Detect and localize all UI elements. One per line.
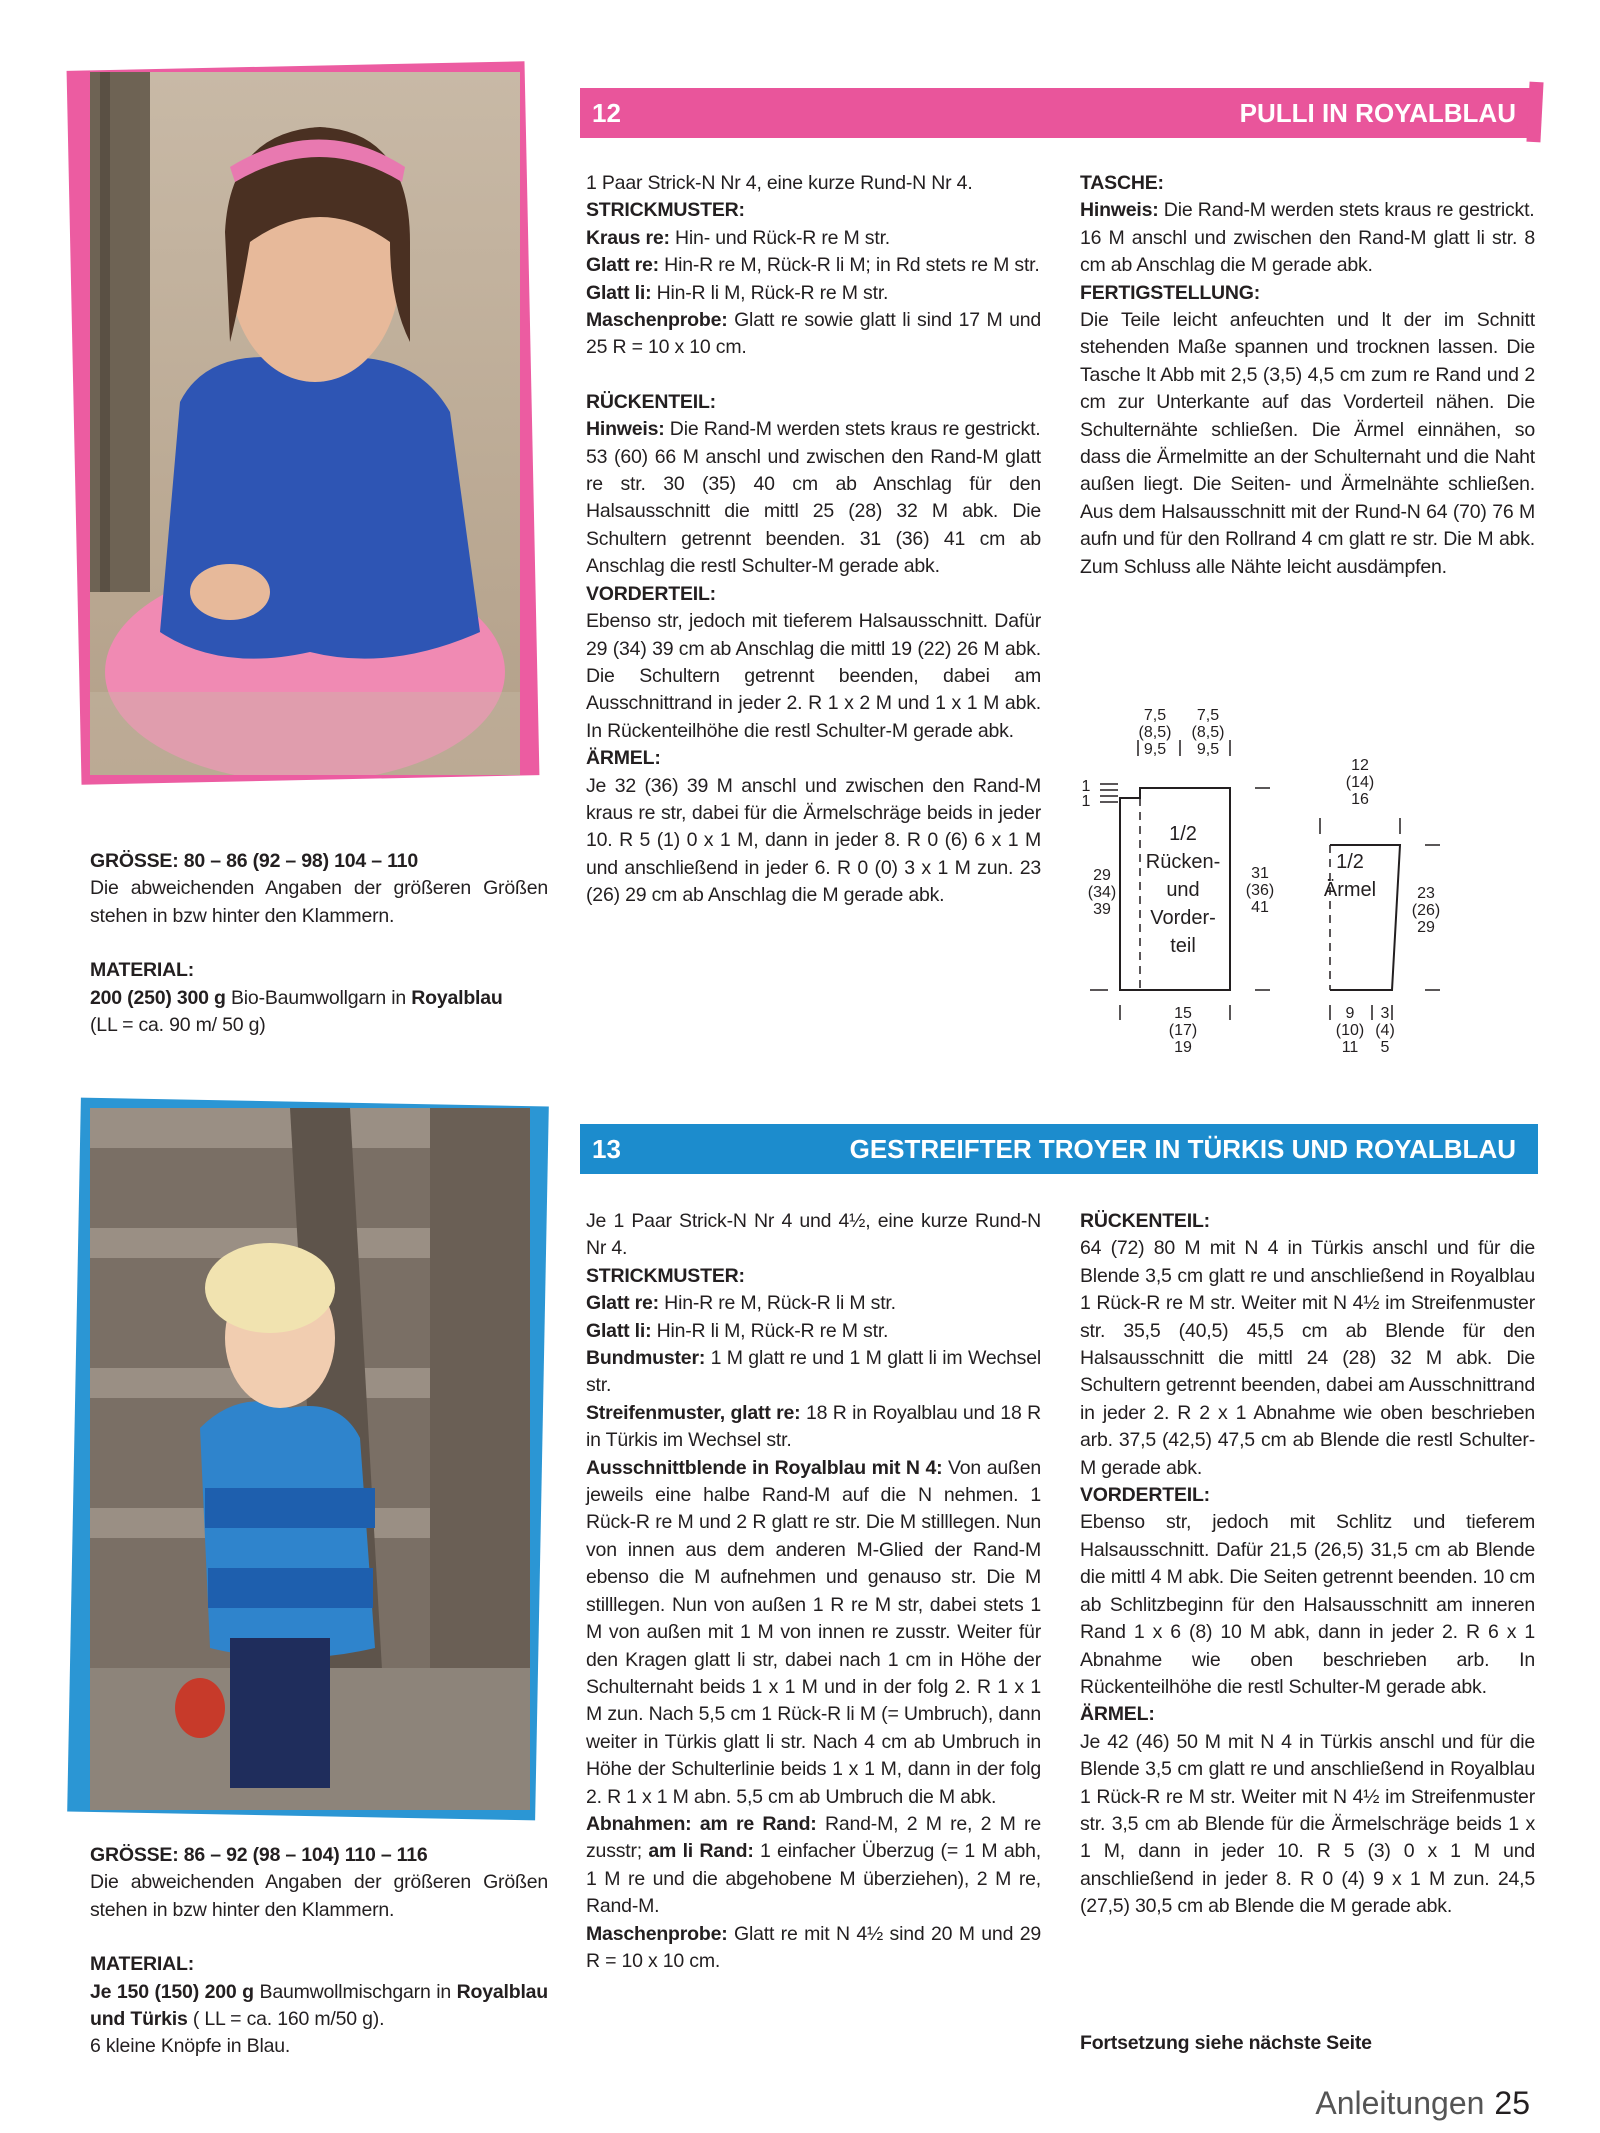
s1-aermel-label: ÄRMEL: — [586, 747, 661, 770]
schem-body-right-3: 41 — [1251, 899, 1269, 916]
s2-aermel-label: ÄRMEL: — [1080, 1703, 1155, 1726]
schem-sleeve-bottom-b-1: 3 — [1380, 1005, 1390, 1022]
schem-body-bottom-2: (17) — [1168, 1022, 1198, 1039]
s2-strickmuster-label: STRICKMUSTER: — [586, 1264, 745, 1287]
schem-sleeve-bottom-a-3: 11 — [1341, 1039, 1359, 1056]
section1-pink-edge — [1526, 82, 1543, 143]
section1-material-text-1: Bio-Baumwollgarn in — [225, 986, 412, 1009]
section2-title: GESTREIFTER TROYER IN TÜRKIS UND ROYALBLAU — [849, 1133, 1516, 1164]
s1-needles: 1 Paar Strick-N Nr 4, eine kurze Rund-N Nr 4. — [586, 172, 973, 194]
s1-fertig-text: Die Teile leicht anfeuchten und lt der im Schnitt stehenden Maße spannen und trocknen lassen. Die Tasche lt Abb mit 2,5 (3,5) 4,5 cm zum re Rand und 2 cm zur Unterkante auf das Vorderteil nähen. Die Schulternähte schließen. Die Ärmel einnähen, so dass die Ärmelmitte an der Schulternaht und die Naht außen liegt. Die Seiten- und Ärmelnähte schließen. Aus dem Halsausschnitt mit der Rund-N 64 (70) 76 M aufn und für den Rollrand 4 cm glatt re str. Die M abk. Zum Schluss alle Nähte leicht ausdämpfen. — [1080, 309, 1535, 578]
schem-top-left-1: 7,5 — [1143, 707, 1167, 724]
section1-material-amount: 200 (250) 300 g — [90, 986, 226, 1009]
schem-body-left-2: (34) — [1087, 884, 1117, 901]
schem-top-right-2: (8,5) — [1191, 724, 1225, 741]
section1-size-block — [90, 848, 548, 1039]
section1-material-line — [90, 985, 548, 1012]
schem-sleeve-right-1: 23 — [1417, 885, 1435, 902]
s2-vorder-label: VORDERTEIL: — [1080, 1484, 1210, 1507]
schem-top-left-3: 9,5 — [1143, 741, 1167, 758]
s1-vorder-text: Ebenso str, jedoch mit tieferem Halsausschnitt. Dafür 29 (34) 39 cm ab Anschlag die mittl 19 (22) 26 M abk. Die Schultern getrennt beenden, dabei am Ausschnittrand in jeder 2. R 1 x 2 M und 1 x 1 M abk. In Rückenteilhöhe die restl Schulter-M gerade abk. — [586, 610, 1041, 742]
schem-sleeve-bottom-b-3: 5 — [1380, 1039, 1390, 1056]
section1-size-note: Die abweichenden Angaben der größeren Größen stehen in bzw hinter den Klammern. — [90, 877, 548, 927]
section1-column-2 — [1080, 170, 1535, 581]
s2-ruecken-label: RÜCKENTEIL: — [1080, 1210, 1210, 1232]
s2-maschenprobe — [586, 1921, 1041, 1976]
photo-girl-illustration — [90, 72, 520, 775]
continued-note: Fortsetzung siehe nächste Seite — [1080, 2032, 1372, 2054]
section1-title: PULLI IN ROYALBLAU — [1239, 97, 1516, 128]
s2-maschen-text: Glatt re mit N 4½ sind 20 M und 29 R = 10 x 10 cm. — [586, 1922, 1041, 1972]
schem-body-left-3: 39 — [1093, 901, 1111, 918]
s2-glatt-li-text: Hin-R li M, Rück-R re M str. — [651, 1319, 889, 1342]
s1-hinweis-text: Die Rand-M werden stets kraus re gestrickt. — [664, 418, 1041, 441]
schem-sleeve-label-2: Ärmel — [1323, 879, 1377, 901]
schem-sleeve-bottom-b-2: (4) — [1375, 1022, 1395, 1039]
s2-glatt-re-label: Glatt re: — [586, 1292, 659, 1315]
s2-bund-text: 1 M glatt re und 1 M glatt li im Wechsel str. — [586, 1347, 1041, 1397]
schem-body-bottom-3: 19 — [1174, 1039, 1192, 1056]
schem-small-2: 1 — [1081, 793, 1091, 810]
section2-header-band — [580, 1124, 1538, 1174]
schem-sleeve-top-2: (14) — [1345, 774, 1375, 791]
section2-column-1 — [586, 1208, 1041, 1975]
s1-fertig-label: FERTIGSTELLUNG: — [1080, 281, 1261, 304]
section1-material-text-2: (LL = ca. 90 m/ 50 g) — [90, 1014, 266, 1037]
s1-hinweis — [586, 416, 1041, 443]
s2-abnahmen-label: Abnahmen: am re Rand: — [586, 1812, 817, 1835]
s2-glatt-li — [586, 1318, 1041, 1345]
s1-maschen-text: Glatt re sowie glatt li sind 17 M und 25 R = 10 x 10 cm. — [586, 309, 1041, 359]
section1-material-label: MATERIAL: — [90, 959, 194, 982]
schem-sleeve-top-1: 12 — [1351, 757, 1369, 774]
section2-material-text-2: ( LL = ca. 160 m/50 g). — [187, 2008, 385, 2031]
s1-glatt-li-label: Glatt li: — [586, 281, 652, 304]
s2-needles: Je 1 Paar Strick-N Nr 4 und 4½, eine kurze Rund-N Nr 4. — [586, 1210, 1041, 1260]
schem-body-label-1: 1/2 — [1169, 823, 1197, 845]
s1-kraus-text: Hin- und Rück-R re M str. — [669, 226, 891, 249]
schem-body-label-3: und — [1166, 879, 1200, 901]
s1-kraus-label: Kraus re: — [586, 226, 670, 249]
s2-aermel-text: Je 42 (46) 50 M mit N 4 in Türkis anschl und für die Blende 3,5 cm glatt re und anschließend in Royalblau 1 Rück-R re M str. Weiter mit N 4½ im Streifenmuster str. 3,5 cm ab Blende für die Ärmelschräge beids 1 x 1 M, dann in jeder 10. R 5 (3) 0 x 1 M und anschließend in jeder 8. R 0 (4) 9 x 1 M zun. 24,5 (27,5) 30,5 cm ab Blende die M gerade abk. — [1080, 1730, 1535, 1918]
page-footer — [1315, 2085, 1530, 2122]
s1-glatt-li — [586, 280, 1041, 307]
schem-body-bottom-1: 15 — [1174, 1005, 1192, 1022]
s2-abnahmen-label-2: am li Rand: — [648, 1840, 754, 1863]
s1-tasche-text: 16 M anschl und zwischen den Rand-M glatt li str. 8 cm ab Anschlag die M gerade abk. — [1080, 226, 1535, 277]
s2-bund-label: Bundmuster: — [586, 1347, 706, 1370]
schem-sleeve-top-3: 16 — [1351, 791, 1369, 808]
s1-maschen-label: Maschenprobe: — [586, 309, 728, 332]
schem-small-1: 1 — [1081, 778, 1091, 795]
schem-body-right-1: 31 — [1251, 865, 1269, 882]
section2-number: 13 — [592, 1133, 621, 1164]
schem-body-label-5: teil — [1170, 935, 1196, 957]
s2-streifen — [586, 1400, 1041, 1455]
section2-material-color: Royalblau und Türkis — [90, 1980, 549, 2031]
schem-sleeve-label-1: 1/2 — [1336, 851, 1364, 873]
schem-body-left-1: 29 — [1093, 867, 1111, 884]
s2-vorder-text: Ebenso str, jedoch mit Schlitz und tieferem Halsausschnitt. Dafür 21,5 (26,5) 31,5 cm ab Blende die mittl 4 M abk. Die Seiten getrennt beenden. 10 cm ab Schlitzbeginn für den Halsausschnitt am inneren Rand 1 x 6 (8) 10 M abk, dann in jeder 2. R 6 x 1 Abnahme wie oben beschrieben arb. In Rückenteilhöhe die restl Schulter-M gerade abk. — [1080, 1511, 1535, 1698]
section2-material-line — [90, 1979, 548, 2034]
schem-sleeve-right-2: (26) — [1411, 902, 1441, 919]
section1-material-color: Royalblau — [411, 986, 503, 1009]
section2-material-text-1: Baumwollmischgarn in — [253, 1980, 457, 2003]
page-number: 25 — [1494, 2085, 1530, 2121]
photo-girl-blue-sweater — [90, 72, 520, 775]
schem-top-left-2: (8,5) — [1138, 724, 1172, 741]
s1-vorder-label: VORDERTEIL: — [586, 582, 716, 605]
section2-size-block — [90, 1842, 548, 2061]
section2-material-amount: Je 150 (150) 200 g — [90, 1980, 254, 2003]
s2-ruecken-text: 64 (72) 80 M mit N 4 in Türkis anschl und für die Blende 3,5 cm glatt re und anschließend in Royalblau 1 Rück-R re M str. Weiter mit N 4½ im Streifenmuster str. 35,5 (40,5) 45,5 cm ab Blende für den Halsausschnitt die mittl 24 (28) 32 M abk. Die Schultern getrennt beenden, dabei am Ausschnittrand in jeder 2. R 2 x 1 Abnahme wie oben beschrieben arb. 37,5 (42,5) 47,5 cm ab Blende die restl Schulter-M gerade abk. — [1080, 1237, 1535, 1479]
s2-glatt-re-text: Hin-R re M, Rück-R li M str. — [658, 1292, 896, 1315]
s2-maschen-label: Maschenprobe: — [586, 1922, 728, 1945]
s2-glatt-re — [586, 1290, 1041, 1317]
footer-label: Anleitungen — [1315, 2085, 1485, 2121]
schem-body-label-2: Rücken- — [1145, 851, 1221, 873]
section2-size-label: GRÖSSE: 86 – 92 (98 – 104) 110 – 116 — [90, 1844, 428, 1866]
section1-column-1 — [586, 170, 1041, 910]
s1-aermel-text: Je 32 (36) 39 M anschl und zwischen den Rand-M kraus re str, dabei für die Ärmelschräge beids in jeder 10. R 5 (1) 0 x 1 M, dann in jeder 8. R 0 (6) 6 x 1 M und anschließend in jeder 6. R 0 (0) 3 x 1 M zun. 23 (26) 29 cm ab Anschlag die M gerade abk. — [586, 774, 1041, 907]
s1-tasche-label: TASCHE: — [1080, 172, 1164, 194]
s1-ruecken-label: RÜCKENTEIL: — [586, 390, 716, 413]
s1-glatt-re — [586, 252, 1041, 279]
s2-bund — [586, 1345, 1041, 1400]
s2-abnahmen-text-1: Rand-M, 2 M re, 2 M re zusstr; — [586, 1812, 1041, 1863]
s2-abnahmen-text-2: 1 einfacher Überzug (= 1 M abh, 1 M re und die abgehobene M überziehen), 2 M re, Rand-M. — [586, 1840, 1041, 1918]
s1-glatt-re-text: Hin-R re M, Rück-R li M; in Rd stets re M str. — [658, 254, 1040, 277]
photo-boy-striped-troyer — [90, 1108, 530, 1810]
section2-size-note: Die abweichenden Angaben der größeren Größen stehen in bzw hinter den Klammern. — [90, 1871, 548, 1921]
s1-tasche-hinweis-label: Hinweis: — [1080, 199, 1159, 222]
schem-sleeve-bottom-a-2: (10) — [1335, 1022, 1365, 1039]
s1-maschenprobe — [586, 307, 1041, 362]
schem-sleeve-right-3: 29 — [1417, 919, 1435, 936]
s1-tasche-hinweis-text: Die Rand-M werden stets kraus re gestrickt. — [1158, 199, 1535, 222]
schem-top-right-1: 7,5 — [1196, 707, 1220, 724]
section2-column-2 — [1080, 1208, 1535, 1921]
section1-header-band — [580, 88, 1538, 138]
s2-abnahmen — [586, 1811, 1041, 1921]
section2-material-text-3: 6 kleine Knöpfe in Blau. — [90, 2035, 291, 2058]
s2-streifen-text: 18 R in Royalblau und 18 R in Türkis im Wechsel str. — [586, 1401, 1041, 1452]
section1-number: 12 — [592, 97, 621, 128]
schem-body-label-4: Vorder- — [1150, 907, 1216, 929]
schem-top-right-3: 9,5 — [1196, 741, 1220, 758]
s2-streifen-label: Streifenmuster, glatt re: — [586, 1401, 801, 1424]
s1-hinweis-label: Hinweis: — [586, 418, 665, 441]
knitting-schematic — [1080, 700, 1540, 1070]
s1-ruecken-text: 53 (60) 66 M anschl und zwischen den Rand-M glatt re str. 30 (35) 40 cm ab Anschlag für den Halsausschnitt die mittl 25 (28) 32 M abk. Die Schultern getrennt beenden. 31 (36) 41 cm ab Anschlag die restl Schulter-M gerade abk. — [586, 445, 1041, 578]
s1-tasche-hinweis — [1080, 197, 1535, 224]
s2-blende — [586, 1455, 1041, 1811]
s1-strickmuster-label: STRICKMUSTER: — [586, 199, 745, 222]
s1-kraus — [586, 225, 1041, 252]
section2-material-label: MATERIAL: — [90, 1953, 194, 1976]
s1-glatt-li-text: Hin-R li M, Rück-R re M str. — [651, 281, 889, 304]
s1-glatt-re-label: Glatt re: — [586, 254, 659, 277]
photo-boy-illustration — [90, 1108, 530, 1810]
s2-blende-text: Von außen jeweils eine halbe Rand-M auf die N nehmen. 1 Rück-R re M und 2 R glatt re str. Die M stilllegen. Nun von innen aus dem anderen M-Glied der Rand-M ebenso die M aufnehmen und genauso str. Die M stilllegen. Nun von außen 1 R re M str, dabei stets 1 M von außen mit 1 M von innen re zusstr. Weiter für den Kragen glatt li str, dabei nach 1 cm in Höhe der Schulternaht beids 1 x 1 M und in der folg 2. R 1 x 1 M zun. Nach 5,5 cm 1 Rück-R li M (= Umbruch), dann weiter in Türkis glatt li str. Nach 4 cm ab Umbruch in Höhe der Schulterlinie beids 1 x 1 M, dann in der folg 2. R 1 x 1 M abn. 5,5 cm ab Umbruch die M abk. — [586, 1456, 1042, 1808]
s2-blende-label: Ausschnittblende in Royalblau mit N 4: — [586, 1456, 943, 1479]
s2-glatt-li-label: Glatt li: — [586, 1319, 652, 1342]
schem-sleeve-bottom-a-1: 9 — [1345, 1005, 1355, 1022]
section1-size-label: GRÖSSE: 80 – 86 (92 – 98) 104 – 110 — [90, 850, 418, 872]
schem-body-right-2: (36) — [1245, 882, 1275, 899]
